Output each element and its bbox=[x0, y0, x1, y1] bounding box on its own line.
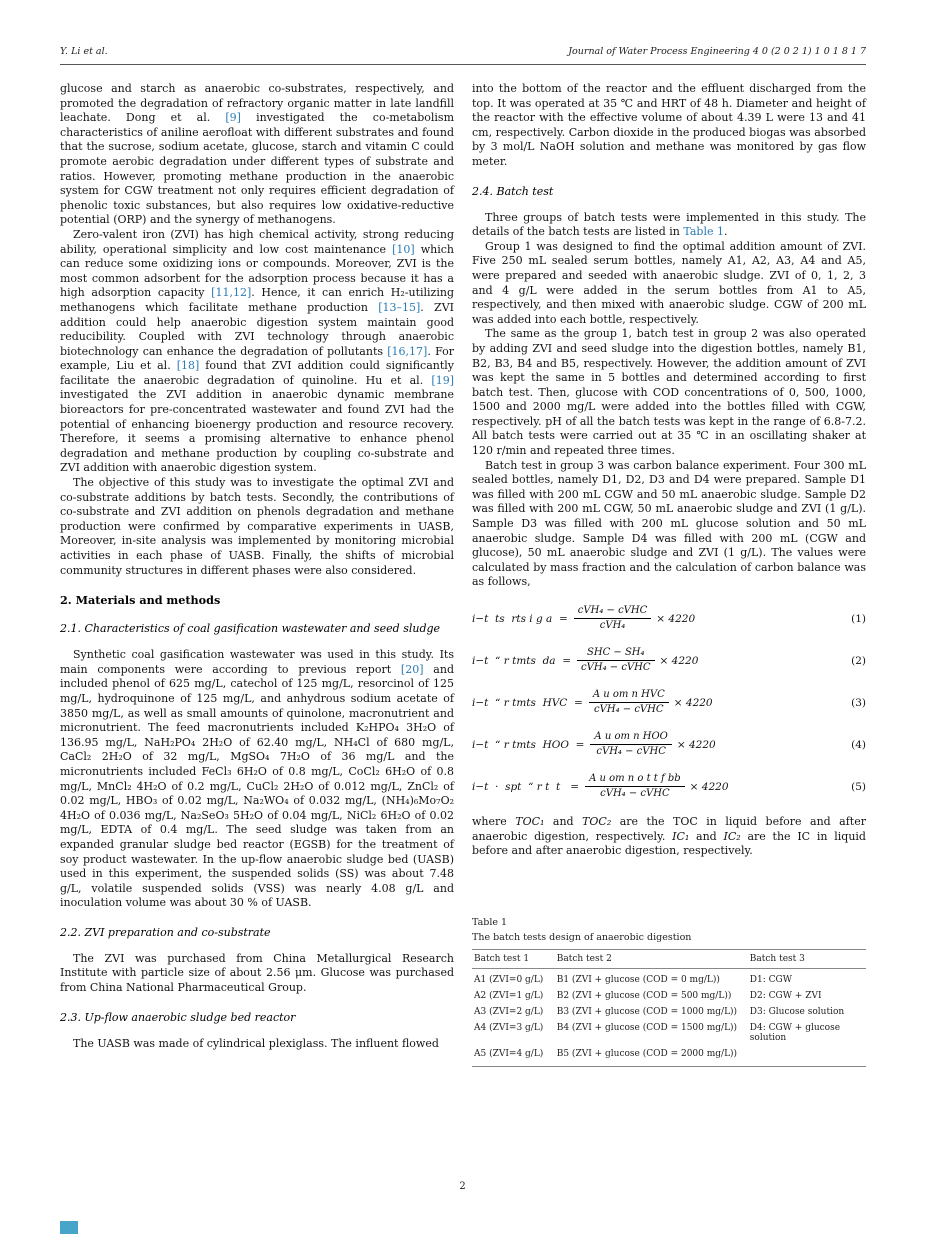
running-header bbox=[60, 46, 866, 57]
equation-lhs: i−t “ r tmts da = bbox=[472, 654, 572, 667]
citation-link[interactable]: [18] bbox=[176, 359, 200, 373]
text-run: The objective of this study was to investigate the optimal ZVI and co-substrate additions by batch tests. Secondly, the contributions of co-substrate and ZVI addition on phenols degradation and methane production were confirmed by comparative experiments in UASB, Moreover, in-site analysis was implemented by monitoring microbial activities in each phase of UASB. Finally, the shifts of microbial community structures in different phases were also considered. bbox=[60, 476, 454, 577]
equation-4 bbox=[472, 731, 866, 758]
fraction-denominator: cVH₄ − cVHC bbox=[581, 662, 651, 673]
text-run: TOC₂ bbox=[582, 815, 612, 828]
text-run: Batch test in group 3 was carbon balance experiment. Four 300 mL sealed bottles, namely D1, D2, D3 and D4 were prepared. Sample D1 was filled with 200 mL CGW and 50 mL anaerobic sludge. Sample D2 was filled with 200 mL CGW, 50 mL anaerobic sludge and ZVI (1 g/L). Sample D3 was filled with 200 mL glucose solution and 50 mL anaerobic sludge. Sample D4 was filled with 200 mL (CGW and glucose), 50 mL anaerobic sludge and ZVI (1 g/L). The values were calculated by mass fraction and the calculation of carbon balance was as follows, bbox=[472, 458, 866, 589]
fraction-numerator: A u om n HVC bbox=[589, 689, 669, 703]
equation-fraction bbox=[589, 689, 669, 716]
text-run: are the IC in liquid before and after anaerobic digestion, respectively. bbox=[472, 829, 866, 858]
subsection-heading-2-4: 2.4. Batch test bbox=[472, 184, 554, 198]
table-cell: A3 (ZVI=2 g/L) bbox=[474, 1006, 544, 1017]
equation-lhs: i−t “ r tmts HVC = bbox=[472, 696, 583, 709]
text-run: The same as the group 1, batch test in group 2 was also operated by adding ZVI and seed sludge into the digestion bottles, namely B1, B2, B3, B4 and B5, respectively. However, the addition amount of ZVI was kept the same in 5 bottles and determined according to first batch test. Then, glucose with COD concentrations of 0, 500, 1000, 1500 and 2000 mg/L were added into the bottles filled with CGW, respectively. pH of all the batch tests was kept in the range of 6.8-7.2. All batch tests were carried out at 35 ℃ in an oscillating shaker at 120 r/min and repeated three times. bbox=[472, 327, 866, 458]
citation-link[interactable]: [19] bbox=[431, 373, 454, 387]
paragraph-where-definitions bbox=[472, 815, 866, 859]
text-run: are the TOC in liquid before and after anaerobic digestion, respectively. bbox=[472, 815, 866, 843]
table-header-cell: Batch test 1 bbox=[474, 953, 530, 964]
table-cell: D1: CGW bbox=[749, 974, 792, 985]
equation-fraction bbox=[577, 647, 654, 674]
equation-lhs: i−t ts rts i g a = bbox=[472, 612, 568, 625]
text-run: where bbox=[472, 815, 516, 828]
table-cell: A2 (ZVI=1 g/L) bbox=[474, 990, 544, 1001]
paragraph-group1 bbox=[472, 240, 866, 328]
table-cell: B3 (ZVI + glucose (COD = 1000 mg/L)) bbox=[556, 1006, 738, 1017]
equation-number: (1) bbox=[851, 612, 866, 625]
subsection-heading-2-2: 2.2. ZVI preparation and co-substrate bbox=[60, 925, 271, 939]
text-run: Synthetic coal gasification wastewater was used in this study. Its main components were according to previous report bbox=[60, 648, 454, 676]
subsection-heading-2-1: 2.1. Characteristics of coal gasification wastewater and seed sludge bbox=[60, 622, 441, 636]
table-row bbox=[472, 1020, 866, 1046]
equation-number: (3) bbox=[851, 696, 866, 709]
equation-fraction bbox=[585, 773, 685, 800]
table-cell: B2 (ZVI + glucose (COD = 500 mg/L)) bbox=[556, 990, 732, 1001]
fraction-denominator: cVH₄ − cVHC bbox=[600, 788, 670, 799]
equation-number: (4) bbox=[851, 738, 866, 751]
text-run: and bbox=[689, 829, 724, 843]
equation-number: (5) bbox=[851, 780, 866, 793]
text-run: Three groups of batch tests were implemented in this study. The details of the batch tests are listed in bbox=[472, 210, 866, 239]
table-cell: B5 (ZVI + glucose (COD = 2000 mg/L)) bbox=[555, 1046, 748, 1067]
equation-multiplier: × 4220 bbox=[659, 654, 699, 667]
text-run: and bbox=[544, 815, 583, 828]
running-authors: Y. Li et al. bbox=[60, 46, 108, 57]
text-run: Zero-valent iron (ZVI) has high chemical activity, strong reducing ability, operational simplicity and low cost maintenance bbox=[60, 227, 454, 256]
equation-multiplier: × 4220 bbox=[689, 780, 729, 793]
equation-2 bbox=[472, 647, 866, 674]
table-header-cell: Batch test 3 bbox=[749, 953, 805, 964]
table-row bbox=[472, 968, 866, 988]
fraction-numerator: A u om n o t t f bb bbox=[585, 773, 685, 787]
paragraph-group2 bbox=[472, 327, 866, 458]
equation-3 bbox=[472, 689, 866, 716]
page-number: 2 bbox=[459, 1181, 466, 1192]
text-run: TOC₁ bbox=[515, 815, 545, 828]
page-footer bbox=[0, 1181, 925, 1192]
table-1-caption: The batch tests design of anaerobic digestion bbox=[472, 931, 692, 943]
table-row bbox=[472, 1004, 866, 1020]
fraction-denominator: cVH₄ − cVHC bbox=[596, 746, 666, 757]
citation-link[interactable]: [13–15] bbox=[378, 300, 421, 314]
citation-link[interactable]: Table 1 bbox=[683, 225, 724, 239]
equation-lhs: i−t “ r tmts HOO = bbox=[472, 738, 585, 751]
left-column bbox=[60, 82, 454, 1067]
fraction-numerator: cVH₄ − cVHC bbox=[574, 605, 651, 619]
subsection-heading-2-3: 2.3. Up-flow anaerobic sludge bed reactor bbox=[60, 1010, 296, 1024]
two-column-body bbox=[60, 82, 866, 1067]
text-run: investigated the co-metabolism characteristics of aniline aerofloat with different substrates and found that the sucrose, sodium acetate, glucose, starch and vitamin C could promote aerobic degradation under different types of substrate and ratios. However, promoting methane production in the anaerobic system for CGW treatment not only requires efficient degradation of phenolic toxic substances, but also requires low oxidative-reductive potential (ORP) and the synergy of methanogens. bbox=[60, 111, 454, 227]
text-run: . bbox=[724, 225, 728, 239]
table-cell: A4 (ZVI=3 g/L) bbox=[474, 1022, 544, 1033]
header-rule bbox=[60, 64, 866, 65]
table-cell: D2: CGW + ZVI bbox=[749, 990, 822, 1001]
paragraph-uasb-intro bbox=[60, 1037, 454, 1052]
equation-number: (2) bbox=[851, 654, 866, 667]
table-row bbox=[472, 1046, 866, 1067]
table-1-label: Table 1 bbox=[472, 916, 508, 928]
fraction-denominator: cVH₄ − cVHC bbox=[594, 704, 664, 715]
text-run: IC₁ bbox=[672, 829, 690, 843]
running-journal-title: Journal of Water Process Engineering 4 0 (2 0 2 1) 1 0 1 8 1 7 bbox=[568, 46, 866, 57]
paragraph-group3 bbox=[472, 459, 866, 590]
text-run: . Hence, it can enrich H₂-utilizing methanogens which facilitate methane production bbox=[60, 286, 454, 314]
equation-fraction bbox=[574, 605, 651, 632]
equation-1 bbox=[472, 605, 866, 632]
citation-link[interactable]: [10] bbox=[392, 242, 415, 256]
paragraph-zvi-preparation bbox=[60, 952, 454, 996]
text-run: . ZVI addition could help anaerobic digestion system maintain good reducibility. Coupled with ZVI technology through anaerobic biotechnology can enhance the degradation of pollutants bbox=[60, 300, 454, 358]
text-run: IC₂ bbox=[723, 829, 741, 843]
table-cell: D3: Glucose solution bbox=[749, 1006, 845, 1017]
text-run: and included phenol of 625 mg/L, catechol of 125 mg/L, resorcinol of 125 mg/L, hydroquinone of 125 mg/L, and anhydrous sodium acetate of 3850 mg/L, as well as small amounts of quinolone, macronutrient and micronutrient. The feed macronutrients included K₂HPO₄ 3H₂O of 136.95 mg/L, NaH₂PO₄ 2H₂O of 62.40 mg/L, NH₄Cl of 680 mg/L, CaCl₂ 2H₂O of 32 mg/L, MgSO₄ 7H₂O of 36 mg/L and the micronutrients included FeCl₃ 6H₂O of 0.8 mg/L, CoCl₂ 6H₂O of 0.8 mg/L, MnCl₂ 4H₂O of 0.2 mg/L, CuCl₂ 2H₂O of 0.012 mg/L, ZnCl₂ of 0.02 mg/L, HBO₃ of 0.02 mg/L, Na₂WO₄ of 0.032 mg/L, (NH₄)₆Mo₇O₂ 4H₂O of 0.036 mg/L, Na₂SeO₃ 5H₂O of 0.04 mg/L, NiCl₂ 6H₂O of 0.02 mg/L, EDTA of 0.4 mg/L. The seed sludge was taken from an expanded granular sludge bed reactor (EGSB) for the treatment of soy product wastewater. In the up-flow anaerobic sludge bed (UASB) used in this experiment, the suspended solids (SS) was about 7.48 g/L, volatile suspended solids (VSS) was nearly 4.08 g/L and inoculation volume was about 30 % of UASB. bbox=[60, 662, 454, 910]
section-heading-materials-methods: 2. Materials and methods bbox=[60, 593, 221, 608]
paragraph-reactor-continuation bbox=[472, 82, 866, 170]
text-run: which can reduce some oxidizing ions or compounds. Moreover, ZVI is the most common adsorbent for the adsorption process because it has a high adsorption capacity bbox=[60, 242, 454, 300]
equation-multiplier: × 4220 bbox=[656, 612, 696, 625]
table-cell: B1 (ZVI + glucose (COD = 0 mg/L)) bbox=[556, 974, 720, 985]
text-run: found that ZVI addition could significantly facilitate the anaerobic degradation of quinoline. Hu et al. bbox=[60, 359, 454, 387]
equation-multiplier: × 4220 bbox=[676, 738, 716, 751]
fraction-numerator: A u om n HOO bbox=[590, 731, 671, 745]
equation-lhs: i−t · spt “ r t t = bbox=[472, 780, 580, 793]
equation-multiplier: × 4220 bbox=[673, 696, 713, 709]
text-run: The UASB was made of cylindrical plexiglass. The influent flowed bbox=[73, 1036, 439, 1050]
table-header-cell: Batch test 2 bbox=[556, 953, 612, 964]
equation-5 bbox=[472, 773, 866, 800]
right-column bbox=[472, 82, 866, 1067]
table-header-row bbox=[472, 949, 866, 968]
text-run: The ZVI was purchased from China Metallurgical Research Institute with particle size of about 2.56 μm. Glucose was purchased from China National Pharmaceutical Group. bbox=[60, 951, 454, 995]
table-cell bbox=[748, 1046, 866, 1067]
text-run: Group 1 was designed to find the optimal addition amount of ZVI. Five 250 mL sealed serum bottles, namely A1, A2, A3, A4 and A5, were prepared and seeded with anaerobic sludge. ZVI of 0, 1, 2, 3 and 4 g/L were added in the serum bottles from A1 to A5, respectively, and then mixed with anaerobic sludge. CGW of 200 mL was added into each bottle, respectively. bbox=[472, 239, 866, 326]
batch-tests-table bbox=[472, 949, 866, 1067]
table-cell: D4: CGW + glucose solution bbox=[749, 1022, 841, 1043]
paragraph-objective bbox=[60, 476, 454, 578]
table-cell: B4 (ZVI + glucose (COD = 1500 mg/L)) bbox=[556, 1022, 738, 1033]
table-cell: A1 (ZVI=0 g/L) bbox=[474, 974, 544, 985]
paragraph-batch-overview bbox=[472, 211, 866, 240]
citation-link[interactable]: [16,17] bbox=[387, 344, 428, 358]
fraction-numerator: SHC − SH₄ bbox=[577, 647, 654, 661]
table-row bbox=[472, 988, 866, 1004]
table-cell: A5 (ZVI=4 g/L) bbox=[472, 1046, 555, 1067]
corner-mark bbox=[60, 1221, 78, 1234]
text-run: investigated the ZVI addition in anaerobic dynamic membrane bioreactors for pre-concentrated wastewater and found ZVI had the potential of enhancing bioenergy production and resource recovery. Therefore, it seems a promising alternative to enhance phenol degradation and methane production by coupling co-substrate and ZVI addition with anaerobic digestion system. bbox=[60, 388, 454, 475]
citation-link[interactable]: [9] bbox=[225, 111, 241, 125]
text-run: . For example, Liu et al. bbox=[60, 344, 454, 373]
equation-fraction bbox=[590, 731, 671, 758]
citation-link[interactable]: [20] bbox=[400, 662, 424, 676]
table-1-block bbox=[472, 917, 866, 1067]
fraction-denominator: cVH₄ bbox=[599, 620, 626, 631]
paragraph-zvi-background bbox=[60, 228, 454, 476]
citation-link[interactable]: [11,12] bbox=[211, 286, 252, 300]
paragraph-intro-continuation bbox=[60, 82, 454, 228]
text-run: glucose and starch as anaerobic co-substrates, respectively, and promoted the degradation of refractory organic matter in late landfill leachate. Dong et al. bbox=[60, 82, 454, 125]
text-run: into the bottom of the reactor and the effluent discharged from the top. It was operated at 35 ℃ and HRT of 48 h. Diameter and height of the reactor with the effective volume of about 4.39 L were 13 and 41 cm, respectively. Carbon dioxide in the produced biogas was absorbed by 3 mol/L NaOH solution and methane was monitored by gas flow meter. bbox=[472, 82, 866, 168]
paragraph-wastewater-characteristics bbox=[60, 648, 454, 911]
